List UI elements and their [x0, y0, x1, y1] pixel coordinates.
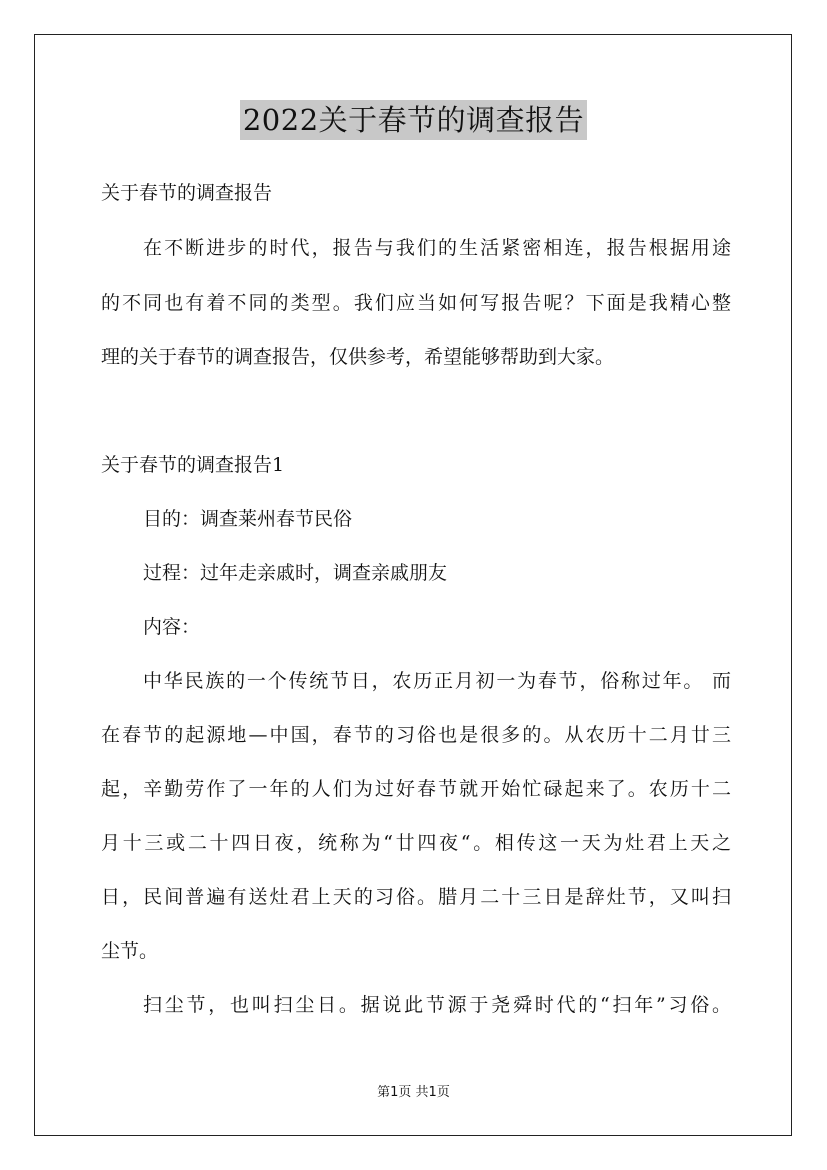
section-heading: 关于春节的调查报告 [101, 182, 273, 204]
section-heading: 关于春节的调查报告1 [101, 454, 285, 476]
content-label: 内容： [143, 616, 201, 638]
intro-paragraph-line: 的不同也有着不同的类型。我们应当如何写报告呢？下面是我精心整 [101, 292, 731, 314]
body-paragraph-line: 尘节。 [101, 940, 159, 962]
body-paragraph-line: 日，民间普遍有送灶君上天的习俗。腊月二十三日是辞灶节，又叫扫 [101, 886, 731, 908]
process-line: 过程：过年走亲戚时，调查亲戚朋友 [143, 562, 448, 584]
body-paragraph-line: 在春节的起源地—中国，春节的习俗也是很多的。从农历十二月廿三 [101, 724, 731, 746]
body-paragraph-line: 中华民族的一个传统节日，农历正月初一为春节，俗称过年。 而 [143, 670, 731, 692]
purpose-line: 目的：调查莱州春节民俗 [143, 508, 353, 530]
body-paragraph-line: 月十三或二十四日夜，统称为“廿四夜“。相传这一天为灶君上天之 [101, 832, 731, 854]
body-paragraph-line: 扫尘节，也叫扫尘日。据说此节源于尧舜时代的“扫年”习俗。 [143, 994, 731, 1016]
intro-paragraph-line: 理的关于春节的调查报告，仅供参考，希望能够帮助到大家。 [101, 346, 615, 368]
document-title: 2022关于春节的调查报告 [240, 100, 587, 140]
body-paragraph-line: 起，辛勤劳作了一年的人们为过好春节就开始忙碌起来了。农历十二 [101, 778, 731, 800]
document-title-container [0, 100, 827, 140]
page-footer: 第1页 共1页 [377, 1085, 450, 1100]
intro-paragraph-line: 在不断进步的时代，报告与我们的生活紧密相连，报告根据用途 [143, 237, 731, 259]
